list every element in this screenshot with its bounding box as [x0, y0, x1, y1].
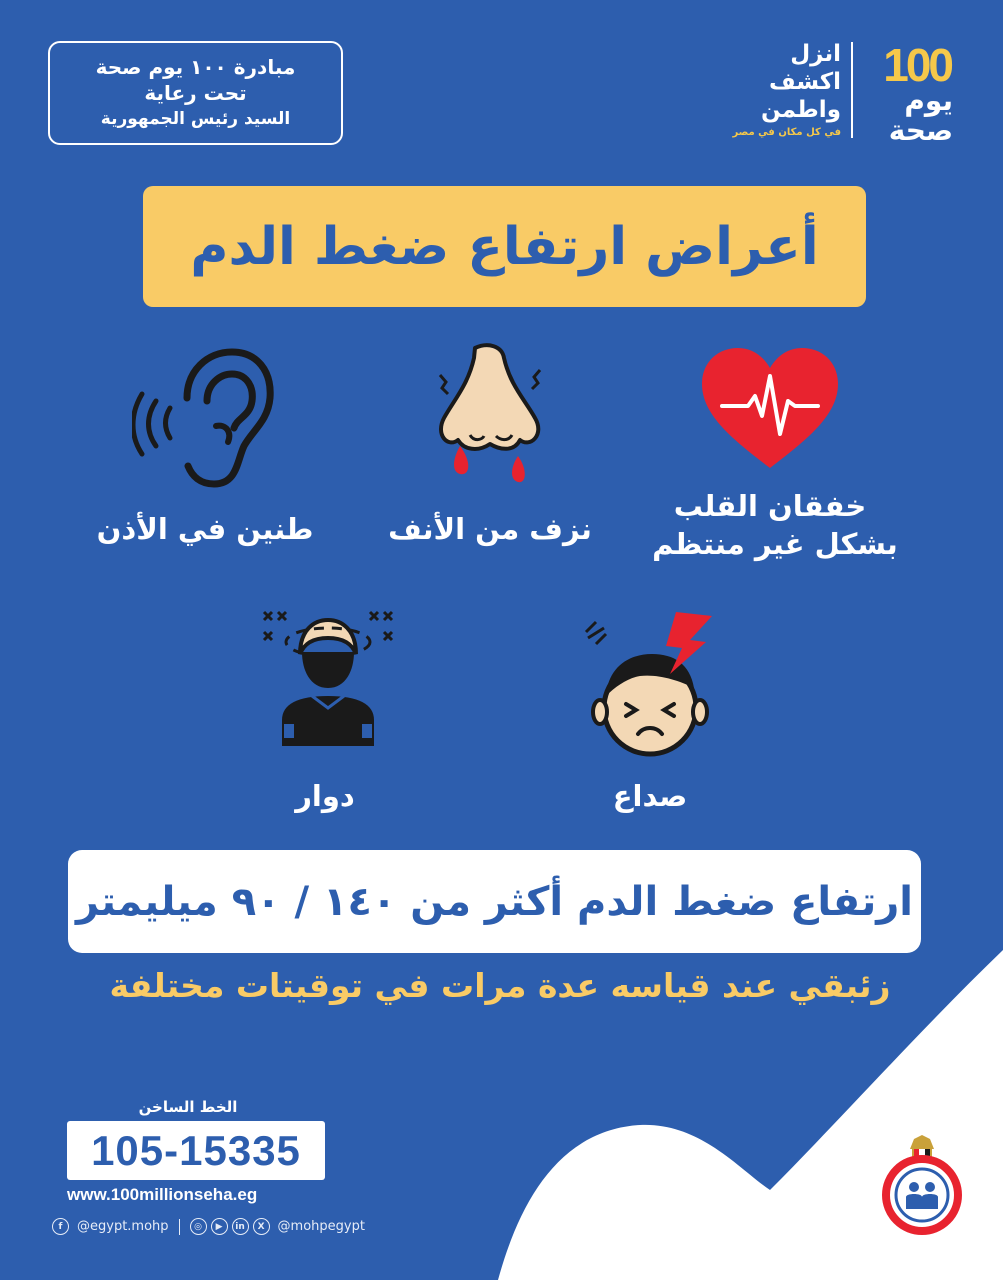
bp-threshold-box: [68, 850, 921, 953]
initiative-line1: مبادرة ١٠٠ يوم صحة: [95, 55, 296, 79]
social-divider: [179, 1219, 180, 1235]
heart-label-line2: بشكل غير منتظم: [652, 527, 898, 561]
instagram-icon[interactable]: ◎: [190, 1218, 207, 1235]
hotline-label: الخط الساخن: [138, 1098, 238, 1116]
bp-threshold-text: ارتفاع ضغط الدم أكثر من ١٤٠ / ٩٠ ميليمتر: [76, 878, 913, 925]
logo-seha: صحة: [888, 114, 953, 147]
heart-pulse-icon: [700, 346, 840, 471]
nose-label: نزف من الأنف: [388, 512, 592, 546]
slogan-line1: انزل: [790, 41, 841, 67]
headache-label: صداع: [612, 779, 688, 813]
logo-tagline: في كل مكان في مصر: [732, 127, 841, 138]
ear-ringing-icon: [132, 346, 277, 491]
logo-yom: يوم: [904, 84, 953, 117]
title-banner: [143, 186, 866, 307]
bp-threshold-subtext: زئبقي عند قياسه عدة مرات في توقيتات مختلفة: [109, 966, 891, 1005]
slogan-line2: اكشف: [768, 69, 841, 95]
x-icon[interactable]: X: [253, 1218, 270, 1235]
hotline-number-box[interactable]: [67, 1121, 325, 1180]
dizziness-label: دوار: [295, 779, 355, 813]
logo-slogan: [732, 40, 841, 140]
logo-number: 100: [883, 39, 951, 91]
hotline-number[interactable]: 105-15335: [91, 1126, 301, 1174]
nosebleed-icon: [430, 340, 550, 490]
initiative-line3: السيد رئيس الجمهورية: [100, 109, 291, 129]
logo-divider: [851, 42, 853, 138]
ministry-of-health-emblem: [874, 1135, 970, 1235]
headache-face-icon: [578, 608, 718, 758]
facebook-handle[interactable]: @egypt.mohp: [77, 1219, 169, 1234]
initiative-box: [48, 41, 343, 145]
dizzy-person-icon: [258, 608, 398, 748]
social-handle[interactable]: @mohpegypt: [277, 1219, 365, 1234]
youtube-icon[interactable]: ▶: [211, 1218, 228, 1235]
slogan-line3: واطمن: [761, 97, 841, 123]
heart-label-line1: خفقان القلب: [673, 489, 867, 523]
page-title: أعراض ارتفاع ضغط الدم: [190, 216, 819, 277]
linkedin-icon[interactable]: in: [232, 1218, 249, 1235]
facebook-icon[interactable]: f: [52, 1218, 69, 1235]
social-row: [52, 1218, 365, 1235]
website-link[interactable]: www.100millionseha.eg: [67, 1185, 258, 1204]
campaign-logo: [729, 38, 959, 148]
initiative-line2: تحت رعاية: [144, 81, 247, 105]
ear-label: طنين في الأذن: [96, 512, 314, 546]
